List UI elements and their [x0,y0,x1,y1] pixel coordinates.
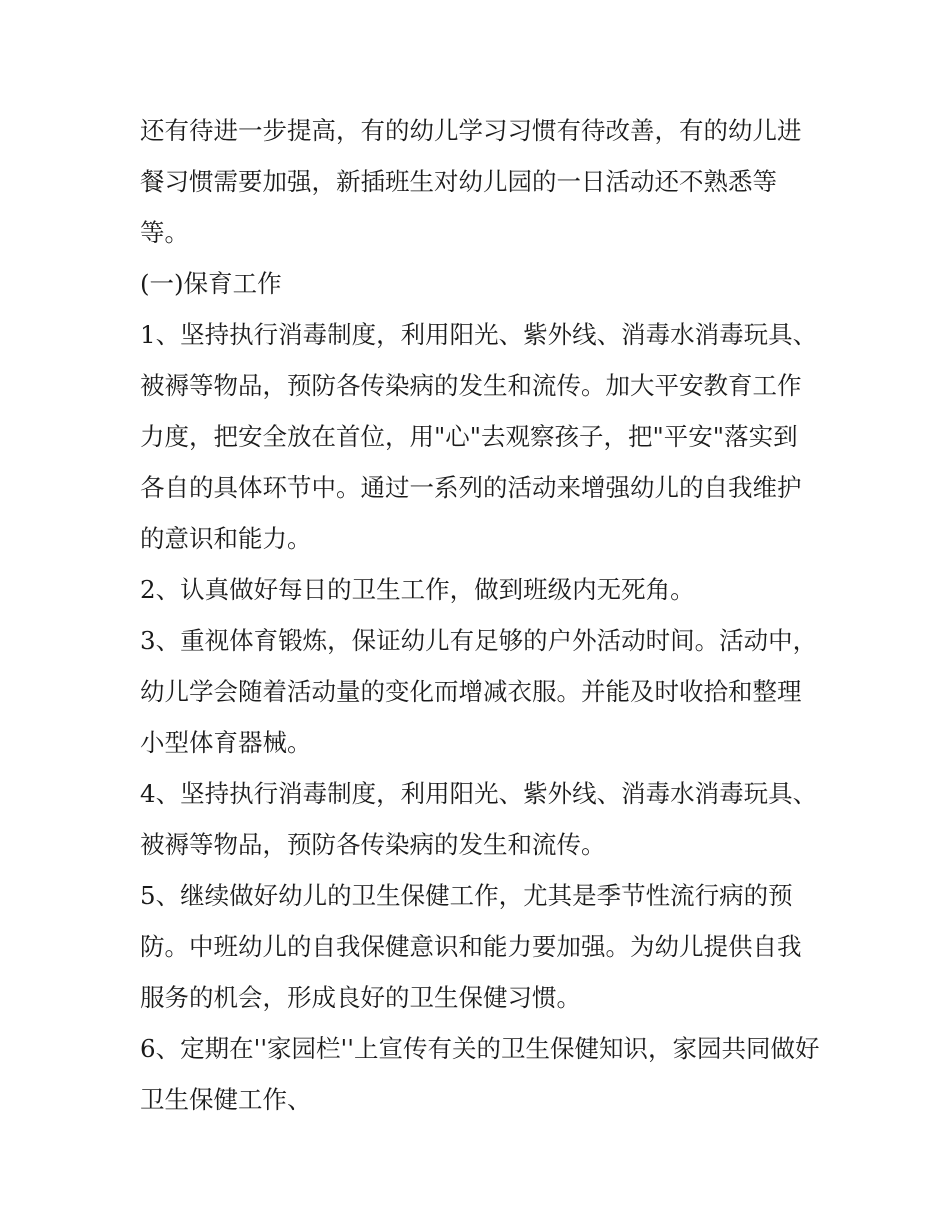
paragraph-item-2: 2、认真做好每日的卫生工作，做到班级内无死角。 [140,575,695,604]
section-heading-childcare: (一)保育工作 [140,269,282,298]
paragraph-item-1: 1、坚持执行消毒制度，利用阳光、紫外线、消毒水消毒玩具、被褥等物品，预防各传染病的发生和流传。加大平安教育工作力度，把安全放在首位，用"心"去观察孩子，把"平安"落实到各自的具体环节中。通过一系列的活动来增强幼儿的自我维护的意识和能力。 [140,320,818,553]
document-body [140,105,820,1125]
paragraph-intro: 还有待进一步提高，有的幼儿学习习惯有待改善，有的幼儿进餐习惯需要加强，新插班生对幼儿园的一日活动还不熟悉等等。 [140,116,802,247]
paragraph-item-3: 3、重视体育锻炼，保证幼儿有足够的户外活动时间。活动中，幼儿学会随着活动量的变化而增减衣服。并能及时收拾和整理小型体育器械。 [140,626,818,757]
paragraph-item-5: 5、继续做好幼儿的卫生保健工作，尤其是季节性流行病的预防。中班幼儿的自我保健意识和能力要加强。为幼儿提供自我服务的机会，形成良好的卫生保健习惯。 [140,881,802,1012]
paragraph-item-6: 6、定期在''家园栏''上宣传有关的卫生保健知识，家园共同做好卫生保健工作、 [140,1034,820,1114]
paragraph-item-4: 4、坚持执行消毒制度，利用阳光、紫外线、消毒水消毒玩具、被褥等物品，预防各传染病的发生和流传。 [140,779,818,859]
